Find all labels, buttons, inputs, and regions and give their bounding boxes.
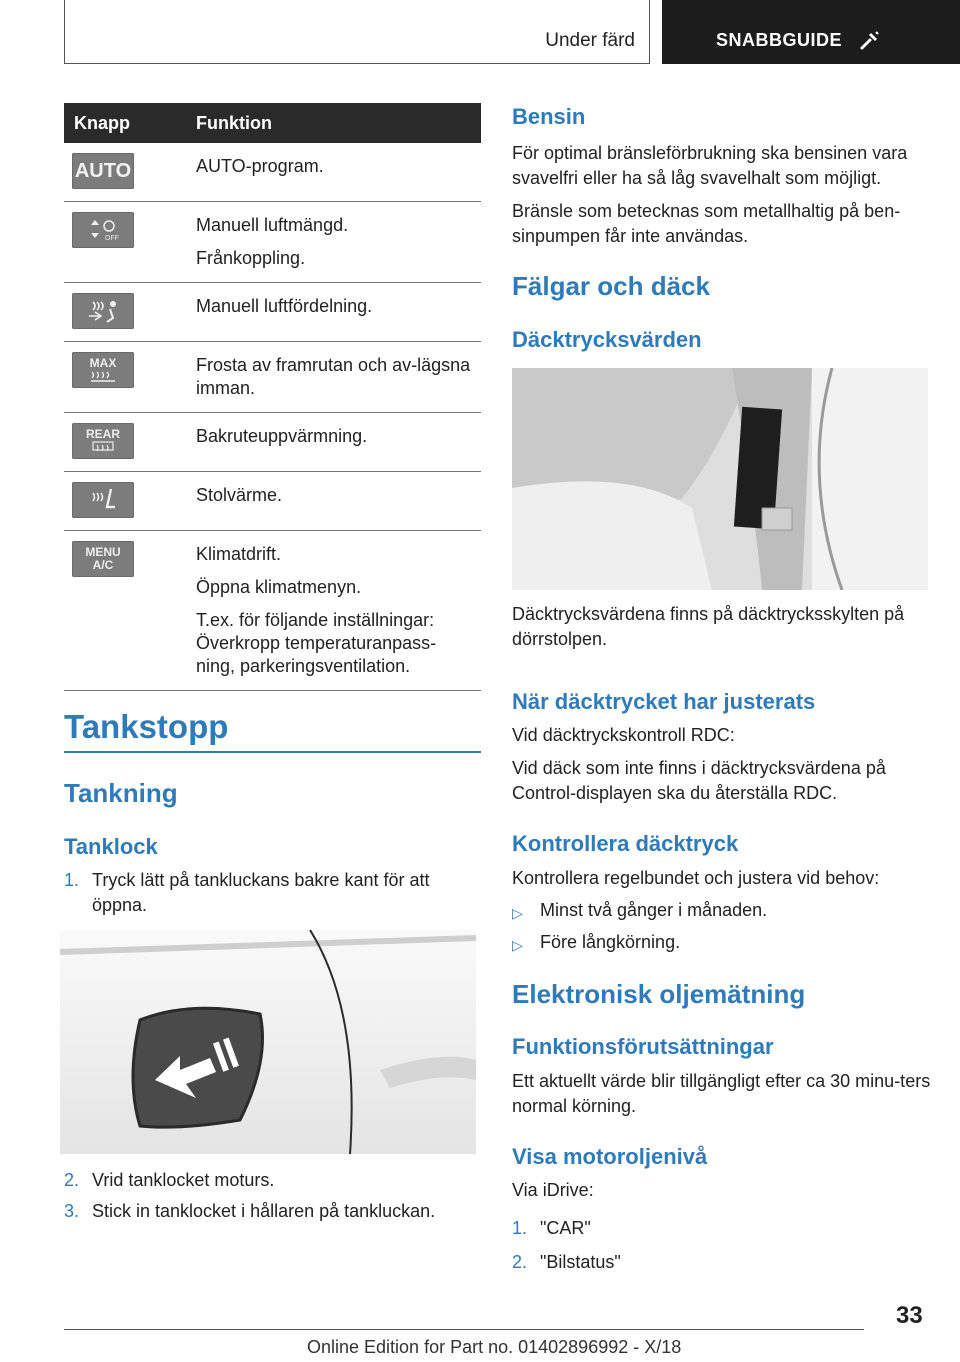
footer-divider <box>64 1329 864 1330</box>
menu-ac-icon: MENU A/C <box>72 541 134 577</box>
step-number: 3. <box>64 1201 80 1221</box>
subheading-kontrollera: Kontrollera däcktryck <box>512 831 739 856</box>
step-number: 2. <box>512 1252 528 1272</box>
function-text: Manuell luftfördelning. <box>196 296 373 316</box>
heading-falgar: Fälgar och däck <box>512 271 710 301</box>
paragraph: För optimal bränsleförbrukning ska bensinen vara svavelfri eller ha så låg svavelhalt som möjligt. <box>512 143 908 188</box>
air-distribution-icon <box>72 293 134 329</box>
list-item <box>64 868 474 920</box>
list-item <box>512 898 922 924</box>
subheading-funktionsforutsattningar: Funktionsförutsättningar <box>512 1034 774 1059</box>
table-row <box>64 472 481 531</box>
step-number: 1. <box>64 870 80 890</box>
triangle-bullet-icon: ▷ <box>512 937 523 953</box>
function-text: Stolvärme. <box>196 485 283 505</box>
table-row <box>64 342 481 413</box>
rear-defrost-icon: REAR <box>72 423 134 459</box>
bullet-text: Före långkörning. <box>540 932 681 952</box>
paragraph: Bränsle som betecknas som metallhaltig på ben-sinpumpen får inte användas. <box>512 201 901 246</box>
table-row <box>64 283 481 342</box>
function-text: Frosta av framrutan och av-lägsna imman. <box>196 355 471 398</box>
step-text: "Bilstatus" <box>540 1252 621 1272</box>
list-item <box>512 930 922 956</box>
subheading-tankning: Tankning <box>64 778 178 808</box>
table-row <box>64 413 481 472</box>
table-row <box>64 143 481 202</box>
paragraph: Ett aktuellt värde blir tillgängligt efter ca 30 minu-ters normal körning. <box>512 1071 931 1116</box>
function-text: T.ex. för följande inställningar: Överkropp temperaturanpass-ning, parkeringsventilation. <box>196 610 437 676</box>
step-text: Tryck lätt på tankluckans bakre kant för att öppna. <box>92 870 430 915</box>
function-text: Frånkoppling. <box>196 248 306 268</box>
footer-edition-text: Online Edition for Part no. 01402896992 - X/18 <box>307 1337 682 1357</box>
page-number: 33 <box>896 1302 923 1329</box>
header-section-title: Under färd <box>545 30 635 51</box>
max-defrost-icon: MAX <box>72 352 134 388</box>
paragraph: Kontrollera regelbundet och justera vid behov: <box>512 868 880 888</box>
fan-off-icon <box>72 212 134 248</box>
subheading-dacktrycksvarden: Däcktrycksvärden <box>512 327 702 352</box>
header-guide-box <box>662 0 960 64</box>
subheading-justerats: När däcktrycket har justerats <box>512 689 816 714</box>
door-pillar-image <box>512 368 928 590</box>
function-text: Öppna klimatmenyn. <box>196 577 362 597</box>
paragraph: Via iDrive: <box>512 1180 594 1200</box>
subheading-visa-motoroljeniva: Visa motoroljenivå <box>512 1144 708 1169</box>
heading-oljematning: Elektronisk oljemätning <box>512 979 806 1009</box>
header-section-box <box>64 0 650 64</box>
list-item <box>512 1250 922 1276</box>
paragraph: Vid däck som inte finns i däcktrycksvärdena på Control-displayen ska du återställa RDC. <box>512 758 886 803</box>
seat-heating-icon <box>72 482 134 518</box>
step-number: 2. <box>64 1170 80 1190</box>
function-text: AUTO-program. <box>196 156 324 176</box>
fuel-flap-image <box>60 930 476 1154</box>
function-text: Bakruteuppvärmning. <box>196 426 368 446</box>
svg-text:OFF: OFF <box>105 235 119 242</box>
step-text: Vrid tanklocket moturs. <box>92 1170 275 1190</box>
function-text: Manuell luftmängd. <box>196 215 349 235</box>
list-item <box>64 1168 474 1194</box>
auto-button-icon: AUTO <box>72 153 134 189</box>
step-text: "CAR" <box>540 1218 591 1238</box>
function-text: Klimatdrift. <box>196 544 282 564</box>
step-text: Stick in tanklocket i hållaren på tankluckan. <box>92 1201 436 1221</box>
subheading-bensin: Bensin <box>512 104 586 129</box>
col-header-button: Knapp <box>64 103 182 143</box>
list-item <box>64 1199 474 1225</box>
heading-underline <box>64 751 481 753</box>
header-guide-title: SNABBGUIDE <box>716 30 843 50</box>
wrench-icon <box>858 28 882 52</box>
col-header-function: Funktion <box>182 103 481 143</box>
bullet-text: Minst två gånger i månaden. <box>540 900 768 920</box>
paragraph: Vid däcktryckskontroll RDC: <box>512 725 735 745</box>
list-item <box>512 1216 922 1242</box>
table-row <box>64 202 481 283</box>
triangle-bullet-icon: ▷ <box>512 905 523 921</box>
subheading-tanklock: Tanklock <box>64 834 158 859</box>
button-function-table <box>64 103 481 691</box>
table-row <box>64 531 481 691</box>
paragraph: Däcktrycksvärdena finns på däcktrycksskylten på dörrstolpen. <box>512 604 905 649</box>
step-number: 1. <box>512 1218 528 1238</box>
section-heading-tankstopp: Tankstopp <box>64 708 229 745</box>
